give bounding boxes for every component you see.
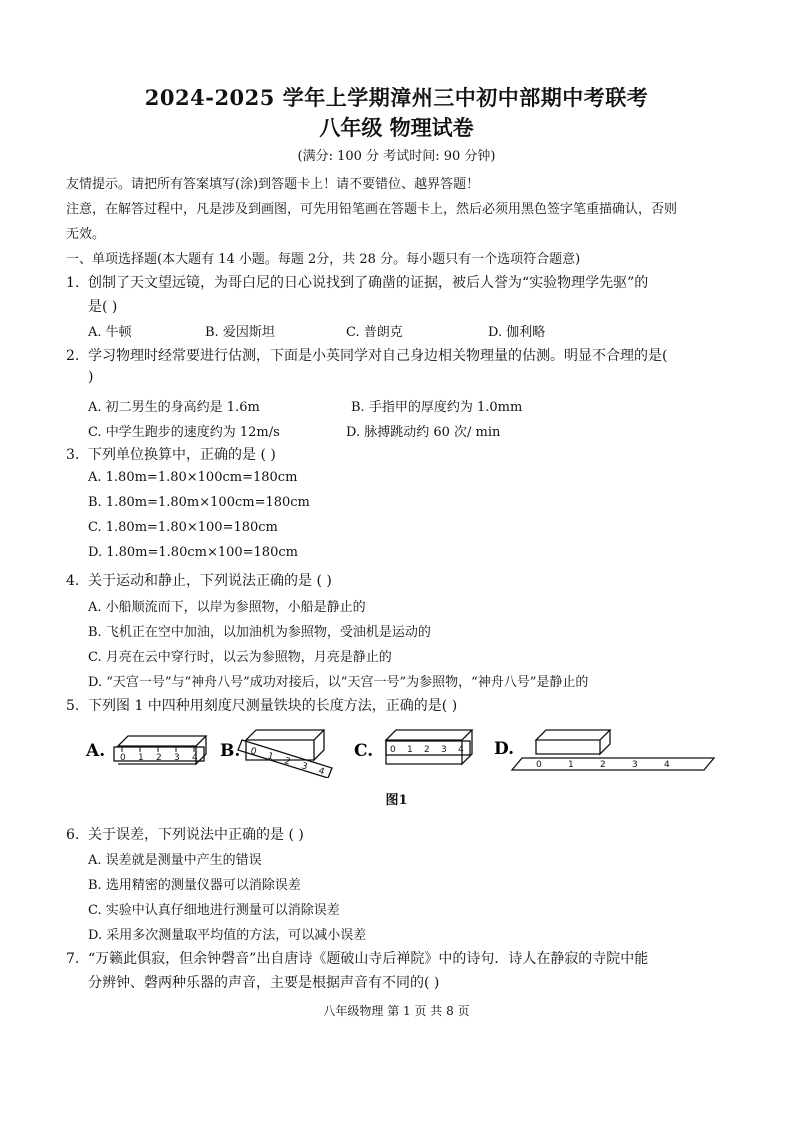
exam-subtitle: 八年级 物理试卷 bbox=[319, 115, 474, 140]
q2-option-d[interactable]: D. 脉搏跳动约 60 次/ min bbox=[346, 425, 501, 440]
question-text: 学习物理时经常要进行估测，下面是小英同学对自己身边相关物理量的估测。明显不合理的是( bbox=[88, 348, 668, 364]
question-number: 4. bbox=[66, 573, 80, 589]
ruler-d-tick-2: 2 bbox=[600, 760, 606, 770]
ruler-b-tick-1: 1 bbox=[266, 751, 275, 763]
ruler-b-tick-0: 0 bbox=[249, 746, 258, 758]
q4-option-d[interactable]: D. “天宫一号”与“神舟八号”成功对接后，以“天宫一号”为参照物，“神舟八号”是静止的 bbox=[88, 675, 589, 690]
question-4 bbox=[66, 570, 332, 590]
ruler-c-tick-4: 4 bbox=[458, 745, 464, 755]
figure-label-a: A. bbox=[86, 741, 106, 761]
question-5 bbox=[66, 695, 457, 715]
ruler-a-tick-1: 1 bbox=[138, 753, 144, 763]
question-number: 6. bbox=[66, 827, 80, 843]
page-footer: 八年级物理 第 1 页 共 8 页 bbox=[323, 1004, 470, 1018]
ruler-a-tick-2: 2 bbox=[156, 753, 162, 763]
notice-line-1: 注意，在解答过程中，凡是涉及到画图，可先用铅笔画在答题卡上，然后必须用黑色签字笔重描确认，否则 bbox=[66, 202, 678, 217]
question-7 bbox=[66, 948, 648, 968]
question-1 bbox=[66, 272, 648, 292]
question-number: 3. bbox=[66, 447, 80, 463]
q3-option-c[interactable]: C. 1.80m=1.80×100=180cm bbox=[88, 520, 278, 535]
question-text: 下列单位换算中，正确的是 ( ) bbox=[88, 447, 276, 463]
q1-option-d[interactable]: D. 伽利略 bbox=[488, 325, 546, 340]
q2-option-b[interactable]: B. 手指甲的厚度约为 1.0mm bbox=[351, 400, 523, 415]
ruler-b-tick-4: 4 bbox=[317, 766, 326, 778]
ruler-d-tick-1: 1 bbox=[568, 760, 574, 770]
question-text: “万籁此俱寂，但余钟磬音”出自唐诗《题破山寺后禅院》中的诗句．诗人在静寂的寺院中能 bbox=[88, 951, 649, 967]
section-heading: 一、单项选择题(本大题有 14 小题。每题 2分，共 28 分。每小题只有一个选项符合题意) bbox=[66, 252, 581, 267]
question-number: 1. bbox=[66, 275, 80, 291]
figure-label-c: C. bbox=[354, 741, 374, 761]
figure-label-d: D. bbox=[494, 739, 515, 759]
q3-option-b[interactable]: B. 1.80m=1.80m×100cm=180cm bbox=[88, 495, 310, 510]
q2-option-c[interactable]: C. 中学生跑步的速度约为 12m/s bbox=[88, 425, 280, 440]
q1-option-c[interactable]: C. 普朗克 bbox=[346, 325, 403, 340]
question-text: 创制了天文望远镜，为哥白尼的日心说找到了确凿的证据，被后人誉为“实验物理学先驱”的 bbox=[88, 275, 649, 291]
q4-option-c[interactable]: C. 月亮在云中穿行时，以云为参照物，月亮是静止的 bbox=[88, 650, 392, 665]
ruler-a-ticks bbox=[122, 747, 194, 752]
ruler-option-d bbox=[512, 730, 714, 770]
q3-option-a[interactable]: A. 1.80m=1.80×100cm=180cm bbox=[88, 470, 298, 485]
figure-1-rulers bbox=[84, 718, 724, 778]
ruler-d-tick-4: 4 bbox=[664, 760, 670, 770]
friendly-tip: 友情提示。请把所有答案填写(涂)到答题卡上！请不要错位、越界答题！ bbox=[66, 177, 480, 192]
ruler-d-tick-3: 3 bbox=[632, 760, 638, 770]
q6-option-b[interactable]: B. 选用精密的测量仪器可以消除误差 bbox=[88, 878, 301, 893]
q6-option-c[interactable]: C. 实验中认真仔细地进行测量可以消除误差 bbox=[88, 903, 340, 918]
question-text: 下列图 1 中四种用刻度尺测量铁块的长度方法，正确的是( ) bbox=[88, 698, 458, 714]
ruler-a-tick-0: 0 bbox=[120, 753, 126, 763]
q2-option-a[interactable]: A. 初二男生的身高约是 1.6m bbox=[88, 400, 260, 415]
ruler-c-tick-0: 0 bbox=[390, 745, 396, 755]
q1-option-b[interactable]: B. 爱因斯坦 bbox=[205, 325, 275, 340]
q4-option-a[interactable]: A. 小船顺流而下，以岸为参照物，小船是静止的 bbox=[88, 600, 366, 615]
score-info: (满分: 100 分 考试时间: 90 分钟) bbox=[297, 149, 496, 164]
ruler-c-tick-3: 3 bbox=[441, 745, 447, 755]
question-7-cont: 分辨钟、磬两种乐器的声音，主要是根据声音有不同的( ) bbox=[88, 975, 440, 991]
question-1-cont: 是( ) bbox=[88, 299, 118, 315]
q6-option-a[interactable]: A. 误差就是测量中产生的错误 bbox=[88, 853, 262, 868]
notice-line-2: 无效。 bbox=[66, 227, 106, 242]
ruler-b-tick-3: 3 bbox=[300, 761, 309, 773]
ruler-a-tick-3: 3 bbox=[174, 753, 180, 763]
q4-option-b[interactable]: B. 飞机正在空中加油，以加油机为参照物，受油机是运动的 bbox=[88, 625, 431, 640]
ruler-c-tick-1: 1 bbox=[407, 745, 413, 755]
figure-label-b: B. bbox=[220, 741, 241, 761]
question-2-cont: ) bbox=[88, 369, 94, 385]
ruler-d-tick-0: 0 bbox=[536, 760, 542, 770]
q3-option-d[interactable]: D. 1.80m=1.80cm×100=180cm bbox=[88, 545, 298, 560]
question-text: 关于误差，下列说法中正确的是 ( ) bbox=[88, 827, 304, 843]
question-3 bbox=[66, 444, 276, 464]
question-number: 2. bbox=[66, 348, 80, 364]
question-6 bbox=[66, 824, 304, 844]
question-2 bbox=[66, 345, 667, 365]
figure-caption: 图1 bbox=[385, 793, 408, 808]
exam-title: 2024-2025 学年上学期漳州三中初中部期中考联考 bbox=[144, 85, 649, 110]
q1-option-a[interactable]: A. 牛顿 bbox=[88, 325, 132, 340]
ruler-c-tick-2: 2 bbox=[424, 745, 430, 755]
question-number: 5. bbox=[66, 698, 80, 714]
ruler-b-tick-2: 2 bbox=[283, 756, 292, 768]
ruler-a-tick-4: 4 bbox=[192, 753, 198, 763]
question-number: 7. bbox=[66, 951, 80, 967]
question-text: 关于运动和静止，下列说法正确的是 ( ) bbox=[88, 573, 332, 589]
q6-option-d[interactable]: D. 采用多次测量取平均值的方法，可以减小误差 bbox=[88, 928, 367, 943]
